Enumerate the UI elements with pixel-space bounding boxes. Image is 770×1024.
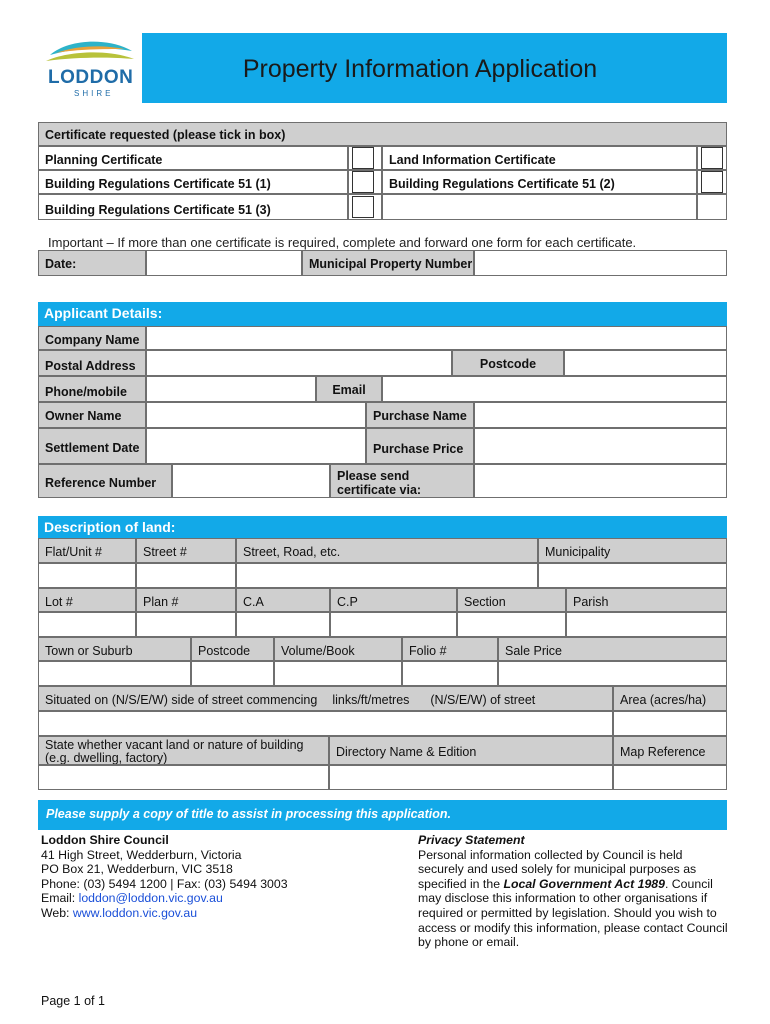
- sale-price-input[interactable]: [498, 661, 727, 686]
- flat-unit-label: Flat/Unit #: [38, 538, 136, 563]
- town-input[interactable]: [38, 661, 191, 686]
- settlement-date-label: Settlement Date: [38, 428, 146, 464]
- flat-unit-input[interactable]: [38, 563, 136, 588]
- applicant-heading: Applicant Details:: [38, 302, 727, 326]
- company-name-label: Company Name: [38, 326, 146, 350]
- section-input[interactable]: [457, 612, 566, 637]
- privacy-act: Local Government Act 1989: [503, 876, 665, 891]
- planning-certificate-checkbox[interactable]: [352, 147, 374, 169]
- building-51-2-checkbox[interactable]: [701, 171, 723, 193]
- sale-price-label: Sale Price: [498, 637, 727, 661]
- planning-certificate-label: Planning Certificate: [38, 146, 348, 170]
- street-label: Street, Road, etc.: [236, 538, 538, 563]
- street-number-input[interactable]: [136, 563, 236, 588]
- council-web-row: Web: www.loddon.vic.gov.au: [41, 905, 198, 920]
- owner-name-label: Owner Name: [38, 402, 146, 428]
- town-label: Town or Suburb: [38, 637, 191, 661]
- privacy-text-1: Personal information collected by Council is held securely and used solely for municipal purposes as specified in the: [418, 847, 697, 891]
- send-via-input[interactable]: [474, 464, 727, 498]
- vacant-land-label: State whether vacant land or nature of building (e.g. dwelling, factory): [38, 736, 329, 765]
- street-input[interactable]: [236, 563, 538, 588]
- important-note: Important – If more than one certificate is required, complete and forward one form for each certificate.: [48, 235, 637, 250]
- parish-label: Parish: [566, 588, 727, 612]
- municipality-label: Municipality: [538, 538, 727, 563]
- council-phone: Phone: (03) 5494 1200 | Fax: (03) 5494 3003: [41, 876, 288, 891]
- council-name: Loddon Shire Council: [41, 833, 169, 847]
- logo-subtext: SHIRE: [74, 89, 114, 98]
- building-51-2-label: Building Regulations Certificate 51 (2): [382, 170, 697, 194]
- land-postcode-label: Postcode: [191, 637, 274, 661]
- council-address-1: 41 High Street, Wedderburn, Victoria: [41, 847, 242, 862]
- privacy-text-2: . Council may disclose this information to other organisations if required or permitted by legislation. Should you wish to access or modify this information, please contact Council by phone or email.: [418, 876, 728, 950]
- purchase-price-label: Purchase Price: [366, 428, 474, 464]
- section-label: Section: [457, 588, 566, 612]
- folio-label: Folio #: [402, 637, 498, 661]
- phone-input[interactable]: [146, 376, 316, 402]
- plan-input[interactable]: [136, 612, 236, 637]
- loddon-logo: [38, 33, 142, 103]
- lot-input[interactable]: [38, 612, 136, 637]
- cp-label: C.P: [330, 588, 457, 612]
- council-email-row: Email: loddon@loddon.vic.gov.au: [41, 891, 223, 906]
- postcode-label: Postcode: [452, 350, 564, 376]
- land-postcode-input[interactable]: [191, 661, 274, 686]
- building-51-1-label: Building Regulations Certificate 51 (1): [38, 170, 348, 194]
- ca-input[interactable]: [236, 612, 330, 637]
- map-reference-input[interactable]: [613, 765, 727, 790]
- municipal-number-label: Municipal Property Number: [302, 250, 474, 276]
- company-name-input[interactable]: [146, 326, 727, 350]
- municipality-input[interactable]: [538, 563, 727, 588]
- council-web-link[interactable]: www.loddon.vic.gov.au: [72, 905, 198, 920]
- situated-label: Situated on (N/S/E/W) side of street commencing: [45, 693, 318, 707]
- land-info-certificate-checkbox[interactable]: [701, 147, 723, 169]
- building-51-1-checkbox[interactable]: [352, 171, 374, 193]
- council-email-link[interactable]: loddon@loddon.vic.gov.au: [78, 891, 223, 906]
- municipal-number-input[interactable]: [474, 250, 727, 276]
- lot-label: Lot #: [38, 588, 136, 612]
- situated-input[interactable]: [38, 711, 613, 736]
- title-copy-notice: Please supply a copy of title to assist in processing this application.: [38, 800, 727, 830]
- page-number: Page 1 of 1: [41, 994, 105, 1008]
- council-details: [41, 833, 381, 921]
- situated-row-label: [38, 686, 613, 711]
- land-heading: Description of land:: [38, 516, 727, 538]
- map-reference-label: Map Reference: [613, 736, 727, 765]
- email-label: Email: [316, 376, 382, 402]
- privacy-statement: [418, 833, 730, 950]
- directory-label: Directory Name & Edition: [329, 736, 613, 765]
- directory-input[interactable]: [329, 765, 613, 790]
- reference-number-input[interactable]: [172, 464, 330, 498]
- date-label: Date:: [38, 250, 146, 276]
- date-input[interactable]: [146, 250, 302, 276]
- volume-label: Volume/Book: [274, 637, 402, 661]
- postal-address-input[interactable]: [146, 350, 452, 376]
- area-label: Area (acres/ha): [613, 686, 727, 711]
- links-label: links/ft/metres: [332, 693, 410, 707]
- parish-input[interactable]: [566, 612, 727, 637]
- purchase-name-label: Purchase Name: [366, 402, 474, 428]
- reference-number-label: Reference Number: [38, 464, 172, 498]
- area-input[interactable]: [613, 711, 727, 736]
- settlement-date-input[interactable]: [146, 428, 366, 464]
- page-title: Property Information Application: [242, 55, 598, 83]
- cp-input[interactable]: [330, 612, 457, 637]
- street-number-label: Street #: [136, 538, 236, 563]
- logo-text: LODDON: [48, 67, 134, 88]
- purchase-price-input[interactable]: [474, 428, 727, 464]
- volume-input[interactable]: [274, 661, 402, 686]
- building-51-3-label: Building Regulations Certificate 51 (3): [38, 194, 348, 220]
- vacant-land-input[interactable]: [38, 765, 329, 790]
- certificate-heading: Certificate requested (please tick in box): [38, 122, 727, 146]
- phone-label: Phone/mobile: [38, 376, 146, 402]
- land-info-certificate-label: Land Information Certificate: [382, 146, 697, 170]
- plan-label: Plan #: [136, 588, 236, 612]
- privacy-title: Privacy Statement: [418, 833, 525, 847]
- email-input[interactable]: [382, 376, 727, 402]
- of-street-label: (N/S/E/W) of street: [430, 693, 536, 707]
- owner-name-input[interactable]: [146, 402, 366, 428]
- postcode-input[interactable]: [564, 350, 727, 376]
- council-address-2: PO Box 21, Wedderburn, VIC 3518: [41, 862, 233, 877]
- send-via-label: Please send certificate via:: [330, 464, 474, 498]
- ca-label: C.A: [236, 588, 330, 612]
- purchase-name-input[interactable]: [474, 402, 727, 428]
- building-51-3-checkbox[interactable]: [352, 196, 374, 218]
- folio-input[interactable]: [402, 661, 498, 686]
- postal-address-label: Postal Address: [38, 350, 146, 376]
